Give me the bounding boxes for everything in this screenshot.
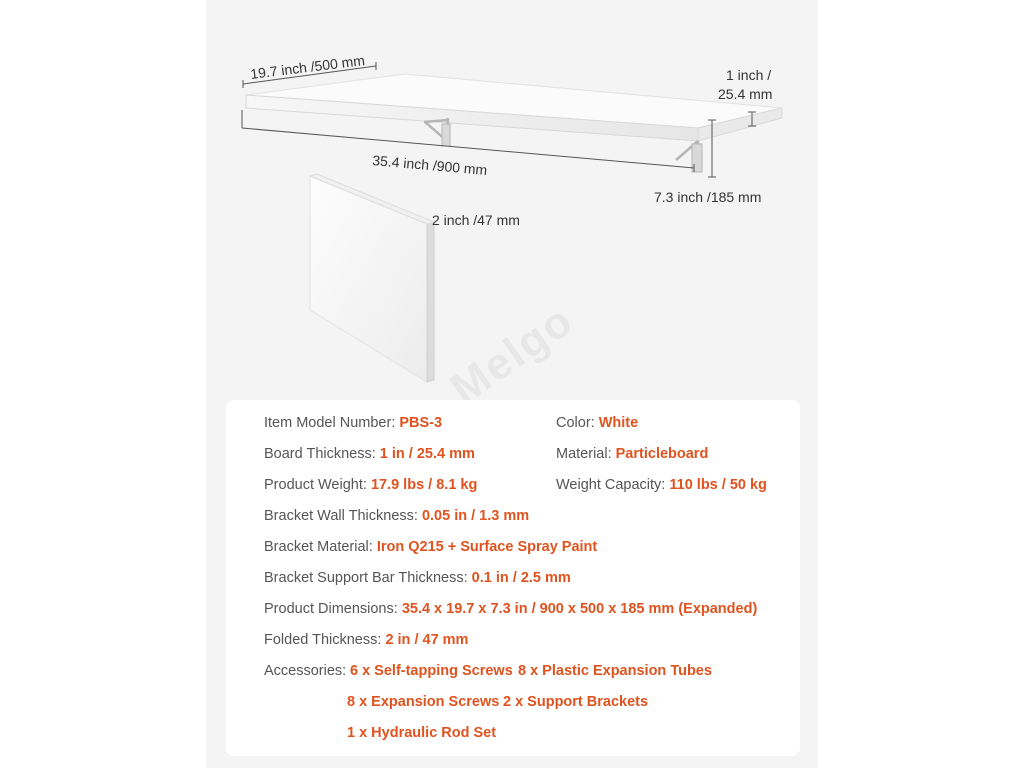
accessory-item: 2 x Support Brackets — [503, 694, 649, 710]
expanded-table — [246, 74, 782, 172]
spec-row-weight: Product Weight: 17.9 lbs / 8.1 kg — [264, 477, 478, 493]
depth-label: 19.7 inch /500 mm — [249, 52, 366, 82]
spec-row-dimensions: Product Dimensions: 35.4 x 19.7 x 7.3 in / 900 x 500 x 185 mm (Expanded) — [264, 601, 758, 617]
spec-row-color: Color: White — [556, 415, 639, 431]
spec-row-board-thickness: Board Thickness: 1 in / 25.4 mm — [264, 446, 475, 462]
spec-card — [226, 400, 800, 756]
spec-row-model: Item Model Number: PBS-3 — [264, 415, 443, 431]
product-info-panel — [206, 0, 818, 768]
width-label: 35.4 inch /900 mm — [371, 152, 488, 179]
spec-row-capacity: Weight Capacity: 110 lbs / 50 kg — [556, 477, 767, 493]
spec-row-accessories: Accessories: — [264, 663, 347, 679]
accessory-item: 1 x Hydraulic Rod Set — [347, 725, 497, 741]
spec-row-material: Material: Particleboard — [556, 446, 709, 462]
folded-thickness-label: 2 inch /47 mm — [432, 212, 520, 228]
height-label: 7.3 inch /185 mm — [654, 189, 762, 205]
folded-table — [310, 174, 434, 382]
spec-row-bracket-wall: Bracket Wall Thickness: 0.05 in / 1.3 mm — [264, 508, 530, 524]
thickness-label-line2: 25.4 mm — [718, 86, 773, 102]
accessory-item: 6 x Self-tapping Screws — [350, 663, 513, 679]
thickness-label-line1: 1 inch / — [726, 67, 772, 83]
accessory-item: 8 x Plastic Expansion Tubes — [518, 663, 712, 679]
brand-watermark: Melgo — [442, 295, 583, 414]
spec-row-folded: Folded Thickness: 2 in / 47 mm — [264, 632, 469, 648]
product-illustration — [206, 0, 818, 400]
spec-row-support-bar: Bracket Support Bar Thickness: 0.1 in / 2.5 mm — [264, 570, 571, 586]
accessory-item: 8 x Expansion Screws — [347, 694, 500, 710]
spec-row-bracket-material: Bracket Material: Iron Q215 + Surface Spray Paint — [264, 539, 598, 555]
